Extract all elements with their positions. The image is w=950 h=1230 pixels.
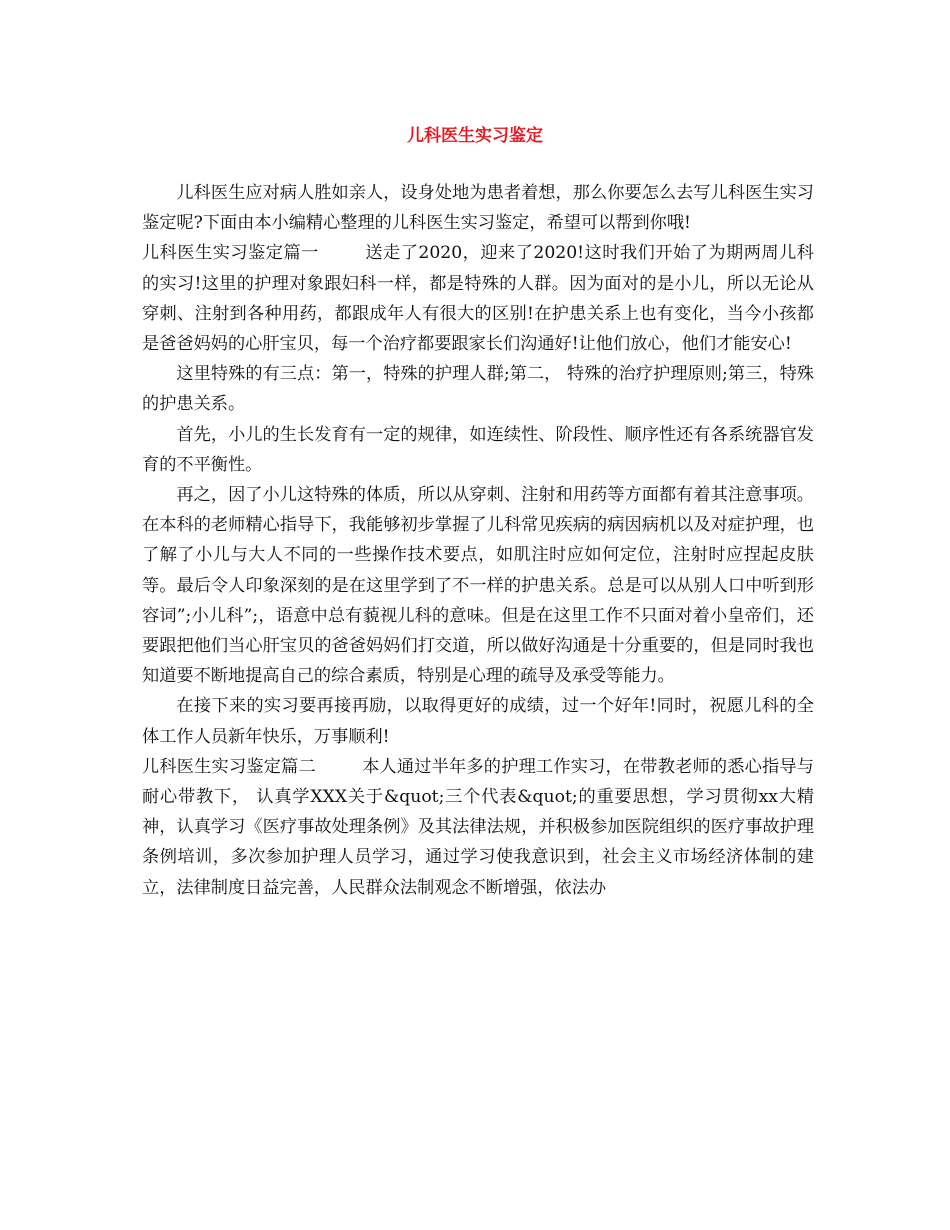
section-2-paragraph: [142, 752, 814, 903]
intro-paragraph: 儿科医生应对病人胜如亲人，设身处地为患者着想，那么你要怎么去写儿科医生实习鉴定呢?下面由本小编精心整理的儿科医生实习鉴定，希望可以帮到你哦!: [142, 183, 814, 234]
document-title: 儿科医生实习鉴定: [407, 126, 543, 146]
document-body: [142, 178, 814, 903]
section-1-paragraph-3: 首先，小儿的生长发育有一定的规律，如连续性、阶段性、顺序性还有各系统器官发育的不平衡性。: [142, 424, 814, 475]
section-1-paragraph: [142, 238, 814, 359]
section-2-lead: 本人通过半年多的护理工作实习，在带教老师的悉心指导与耐心带教下， 认真学XXX关于&quot;三个代表&quot;的重要思想，学习贯彻xx大精神，认真学习《医疗事故处理条例》及其法律法规，并积极参加医院组织的医疗事故护理条例培训，多次参加护理人员学习，通过学习使我意识到，社会主义市场经济体制的建立，法律制度日益完善，人民群众法制观念不断增强，依法办: [142, 756, 814, 898]
section-2-heading: 儿科医生实习鉴定篇二: [142, 756, 316, 777]
section-1-paragraph-2: 这里特殊的有三点：第一，特殊的护理人群;第二， 特殊的治疗护理原则;第三，特殊的护患关系。: [142, 364, 814, 415]
section-1-paragraph-5: 在接下来的实习要再接再励，以取得更好的成绩，过一个好年!同时，祝愿儿科的全体工作人员新年快乐，万事顺利!: [142, 696, 814, 747]
section-1-paragraph-4: 再之，因了小儿这特殊的体质，所以从穿刺、注射和用药等方面都有着其注意事项。在本科的老师精心指导下，我能够初步掌握了儿科常见疾病的病因病机以及对症护理，也了解了小儿与大人不同的一些操作技术要点，如肌注时应如何定位，注射时应捏起皮肤等。最后令人印象深刻的是在这里学到了不一样的护患关系。总是可以从别人口中听到形容词”;小儿科”;，语意中总有藐视儿科的意味。但是在这里工作不只面对着小皇帝们，还要跟把他们当心肝宝贝的爸爸妈妈们打交道，所以做好沟通是十分重要的，但是同时我也知道要不断地提高自己的综合素质，特别是心理的疏导及承受等能力。: [142, 485, 814, 687]
section-1-heading: 儿科医生实习鉴定篇一: [142, 243, 319, 264]
section-1-lead: 送走了2020，迎来了2020!这时我们开始了为期两周儿科的实习!这里的护理对象跟妇科一样，都是特殊的人群。因为面对的是小儿，所以无论从穿刺、注射到各种用药，都跟成年人有很大的区别!在护患关系上也有变化，当今小孩都是爸爸妈妈的心肝宝贝，每一个治疗都要跟家长们沟通好!让他们放心，他们才能安心!: [142, 243, 814, 355]
